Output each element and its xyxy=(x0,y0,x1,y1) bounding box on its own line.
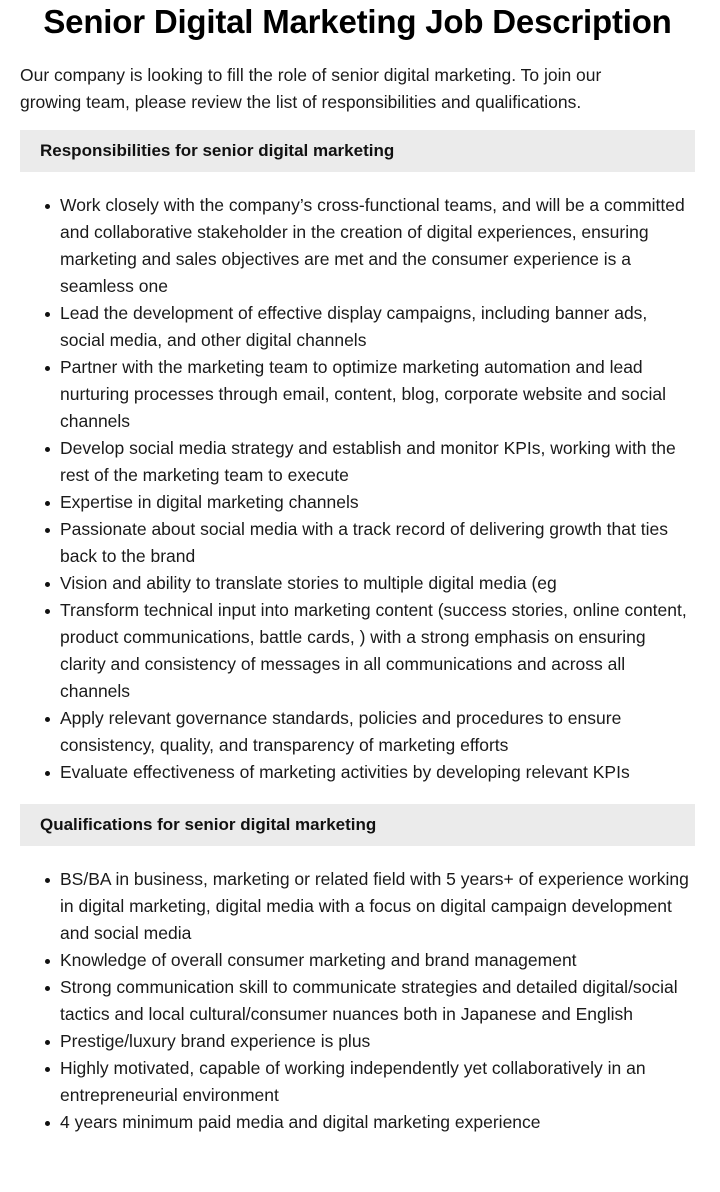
qualifications-heading: Qualifications for senior digital marketing xyxy=(20,804,695,846)
list-item: Prestige/luxury brand experience is plus xyxy=(60,1028,690,1055)
list-item: Develop social media strategy and establish and monitor KPIs, working with the rest of the marketing team to execute xyxy=(60,435,690,489)
list-item: Passionate about social media with a track record of delivering growth that ties back to the brand xyxy=(60,516,690,570)
list-item: Expertise in digital marketing channels xyxy=(60,489,690,516)
list-item: 4 years minimum paid media and digital marketing experience xyxy=(60,1109,690,1136)
responsibilities-list xyxy=(20,192,695,786)
list-item: Partner with the marketing team to optimize marketing automation and lead nurturing processes through email, content, blog, corporate website and social channels xyxy=(60,354,690,435)
list-item: Evaluate effectiveness of marketing activities by developing relevant KPIs xyxy=(60,759,690,786)
list-item: BS/BA in business, marketing or related field with 5 years+ of experience working in digital marketing, digital media with a focus on digital campaign development and social media xyxy=(60,866,690,947)
list-item: Vision and ability to translate stories to multiple digital media (eg xyxy=(60,570,690,597)
list-item: Transform technical input into marketing content (success stories, online content, product communications, battle cards, ) with a strong emphasis on ensuring clarity and consistency of messages in all communications and across all channels xyxy=(60,597,690,705)
qualifications-list xyxy=(20,866,695,1136)
list-item: Lead the development of effective display campaigns, including banner ads, social media, and other digital channels xyxy=(60,300,690,354)
responsibilities-heading: Responsibilities for senior digital marketing xyxy=(20,130,695,172)
list-item: Highly motivated, capable of working independently yet collaboratively in an entrepreneurial environment xyxy=(60,1055,690,1109)
intro-paragraph: Our company is looking to fill the role of senior digital marketing. To join our growing team, please review the list of responsibilities and qualifications. xyxy=(20,65,602,112)
list-item: Strong communication skill to communicate strategies and detailed digital/social tactics and local cultural/consumer nuances both in Japanese and English xyxy=(60,974,690,1028)
page-title: Senior Digital Marketing Job Description xyxy=(43,3,672,40)
list-item: Work closely with the company’s cross-functional teams, and will be a committed and collaborative stakeholder in the creation of digital experiences, ensuring marketing and sales objectives are met and the consumer experience is a seamless one xyxy=(60,192,690,300)
list-item: Apply relevant governance standards, policies and procedures to ensure consistency, quality, and transparency of marketing efforts xyxy=(60,705,690,759)
list-item: Knowledge of overall consumer marketing and brand management xyxy=(60,947,690,974)
